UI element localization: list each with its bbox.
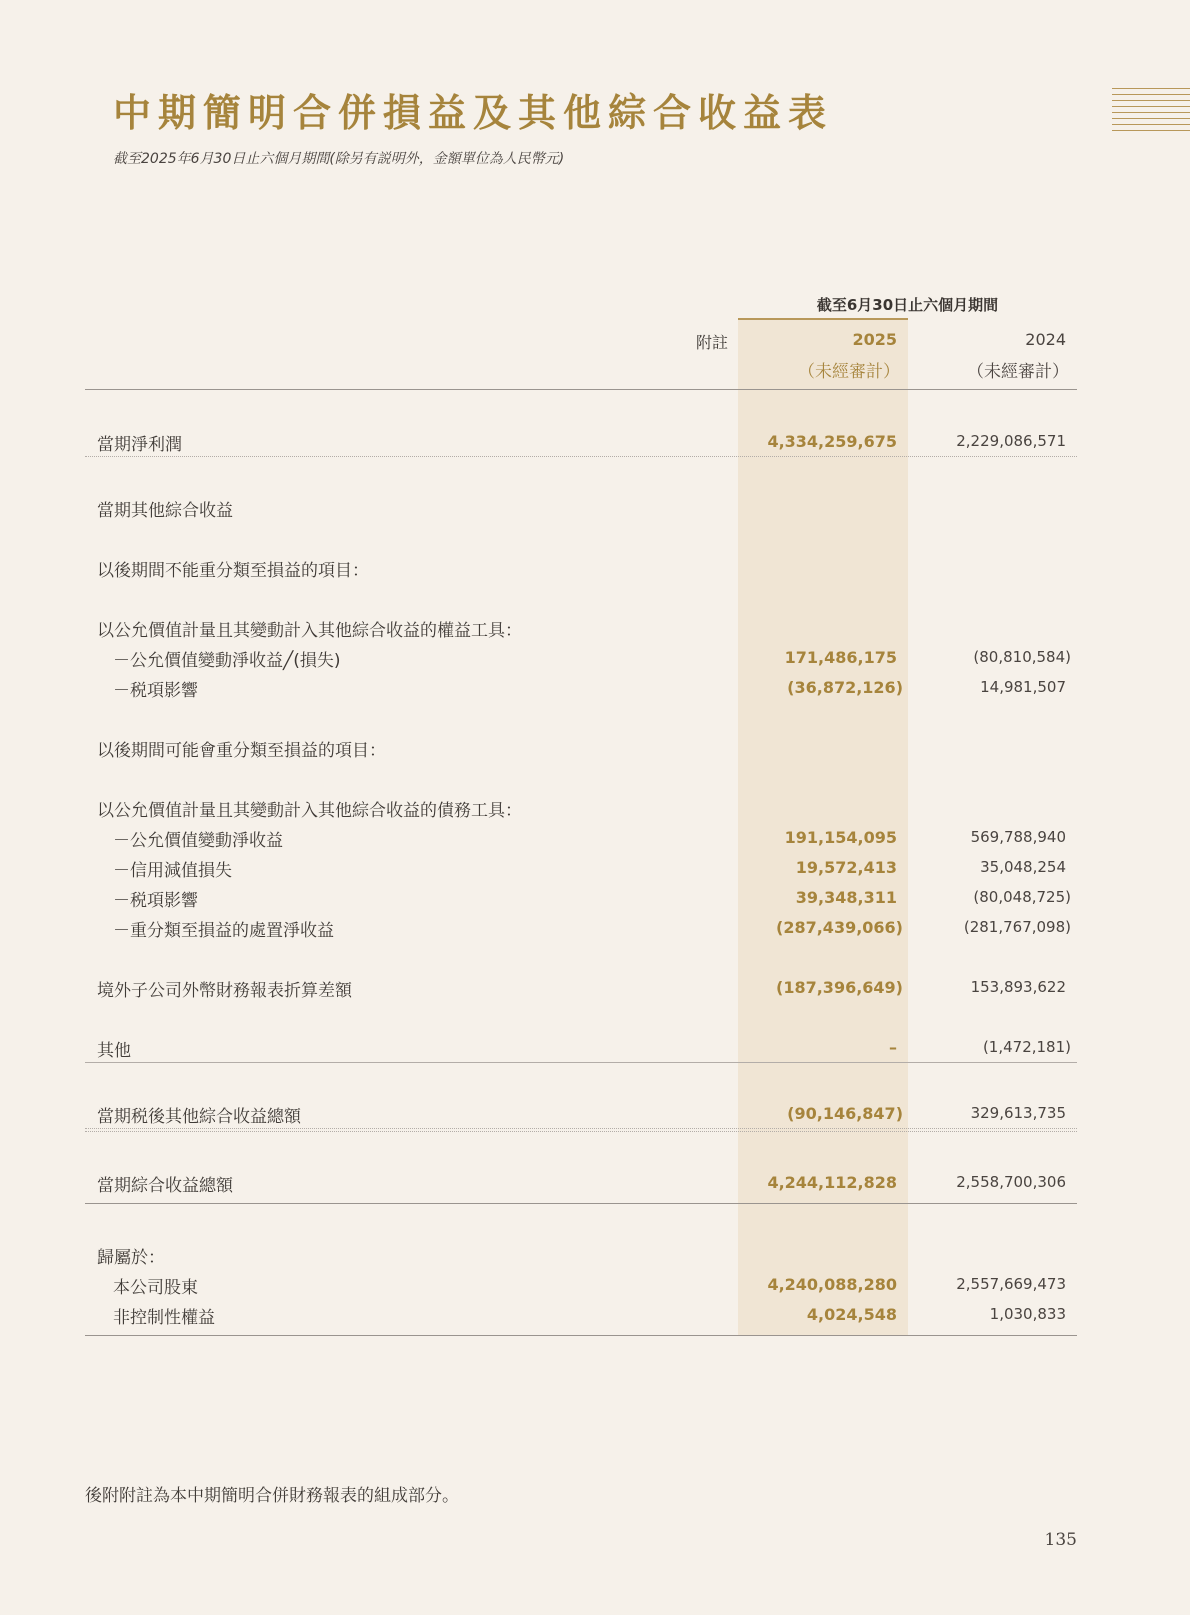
row-current-value: 4,024,548 <box>806 1305 897 1324</box>
row-label: 以後期間可能會重分類至損益的項目： <box>97 741 386 761</box>
row-prior-value: 569,788,940 <box>970 828 1066 846</box>
row-divider <box>85 456 1077 457</box>
table-row <box>85 1243 1077 1267</box>
row-label: 當期税後其他綜合收益總額 <box>97 1107 301 1127</box>
year-current-header: 2025 <box>852 330 897 349</box>
row-current-value: 19,572,413 <box>795 858 897 877</box>
row-prior-value: 2,229,086,571 <box>956 432 1066 450</box>
table-row <box>85 916 1077 940</box>
row-current-value: (287,439,066) <box>776 918 903 937</box>
row-label: 當期其他綜合收益 <box>97 501 233 521</box>
table-row <box>85 886 1077 910</box>
table-row <box>85 616 1077 640</box>
row-prior-value: 2,557,669,473 <box>956 1275 1066 1293</box>
row-divider <box>85 1062 1077 1063</box>
row-current-value: 39,348,311 <box>795 888 897 907</box>
table-row <box>85 1036 1077 1060</box>
row-current-value: 4,334,259,675 <box>767 432 897 451</box>
table-row <box>85 496 1077 520</box>
decorative-lines <box>1112 88 1190 136</box>
row-current-value: 171,486,175 <box>784 648 897 667</box>
table-row <box>85 826 1077 850</box>
period-header: 截至6月30日止六個月期間 <box>816 296 999 314</box>
row-divider <box>85 1128 1077 1129</box>
row-label: －公允價值變動淨收益 <box>113 831 283 851</box>
table-bottom-rule <box>85 1335 1077 1336</box>
row-prior-value: 329,613,735 <box>970 1104 1066 1122</box>
table-row <box>85 646 1077 670</box>
row-label: 歸屬於： <box>97 1248 165 1268</box>
audit-current-header: （未經審計） <box>798 362 900 382</box>
page-subtitle: 截至2025年6月30日止六個月期間(除另有説明外，金額單位為人民幣元) <box>113 151 565 167</box>
row-divider <box>85 1131 1077 1132</box>
table-row <box>85 1303 1077 1327</box>
row-prior-value: 153,893,622 <box>970 978 1066 996</box>
row-current-value: 191,154,095 <box>784 828 897 847</box>
row-prior-value: 14,981,507 <box>980 678 1066 696</box>
row-label: 境外子公司外幣財務報表折算差額 <box>97 981 352 1001</box>
table-row <box>85 796 1077 820</box>
row-current-value: – <box>889 1038 897 1057</box>
table-row <box>85 430 1077 454</box>
row-prior-value: 1,030,833 <box>989 1305 1066 1323</box>
row-prior-value: 35,048,254 <box>980 858 1066 876</box>
row-divider <box>85 1203 1077 1204</box>
table-row <box>85 676 1077 700</box>
row-prior-value: (281,767,098) <box>963 918 1071 936</box>
table-row <box>85 976 1077 1000</box>
row-label: 非控制性權益 <box>113 1308 215 1328</box>
row-current-value: 4,244,112,828 <box>767 1173 897 1192</box>
year-prior-header: 2024 <box>1025 330 1066 349</box>
table-row <box>85 1102 1077 1126</box>
income-statement-table <box>85 280 1077 1340</box>
row-prior-value: (80,048,725) <box>973 888 1071 906</box>
page-title: 中期簡明合併損益及其他綜合收益表 <box>113 90 834 135</box>
header-rule <box>85 389 1077 390</box>
row-label: 以後期間不能重分類至損益的項目： <box>97 561 369 581</box>
row-prior-value: (80,810,584) <box>973 648 1071 666</box>
row-label: 本公司股東 <box>113 1278 198 1298</box>
row-label: －重分類至損益的處置淨收益 <box>113 921 334 941</box>
page-number: 135 <box>1044 1530 1077 1550</box>
row-prior-value: 2,558,700,306 <box>956 1173 1066 1191</box>
row-current-value: (36,872,126) <box>787 678 903 697</box>
table-row <box>85 856 1077 880</box>
row-current-value: (90,146,847) <box>787 1104 903 1123</box>
audit-prior-header: （未經審計） <box>967 362 1069 382</box>
row-label: －税項影響 <box>113 891 198 911</box>
table-row <box>85 556 1077 580</box>
row-label: －公允價值變動淨收益╱(損失) <box>113 651 341 671</box>
row-label: 當期淨利潤 <box>97 435 182 455</box>
row-label: －信用減值損失 <box>113 861 232 881</box>
table-row <box>85 1171 1077 1195</box>
note-header: 附註 <box>695 333 728 352</box>
row-current-value: 4,240,088,280 <box>767 1275 897 1294</box>
table-row <box>85 1273 1077 1297</box>
row-label: －税項影響 <box>113 681 198 701</box>
row-label: 以公允價值計量且其變動計入其他綜合收益的債務工具： <box>97 801 522 821</box>
row-label: 以公允價值計量且其變動計入其他綜合收益的權益工具： <box>97 621 522 641</box>
row-label: 其他 <box>97 1041 131 1061</box>
footnote: 後附附註為本中期簡明合併財務報表的組成部分。 <box>85 1486 459 1506</box>
row-prior-value: (1,472,181) <box>982 1038 1071 1056</box>
row-label: 當期綜合收益總額 <box>97 1176 233 1196</box>
row-current-value: (187,396,649) <box>776 978 903 997</box>
column-top-rule <box>738 318 908 320</box>
table-row <box>85 736 1077 760</box>
